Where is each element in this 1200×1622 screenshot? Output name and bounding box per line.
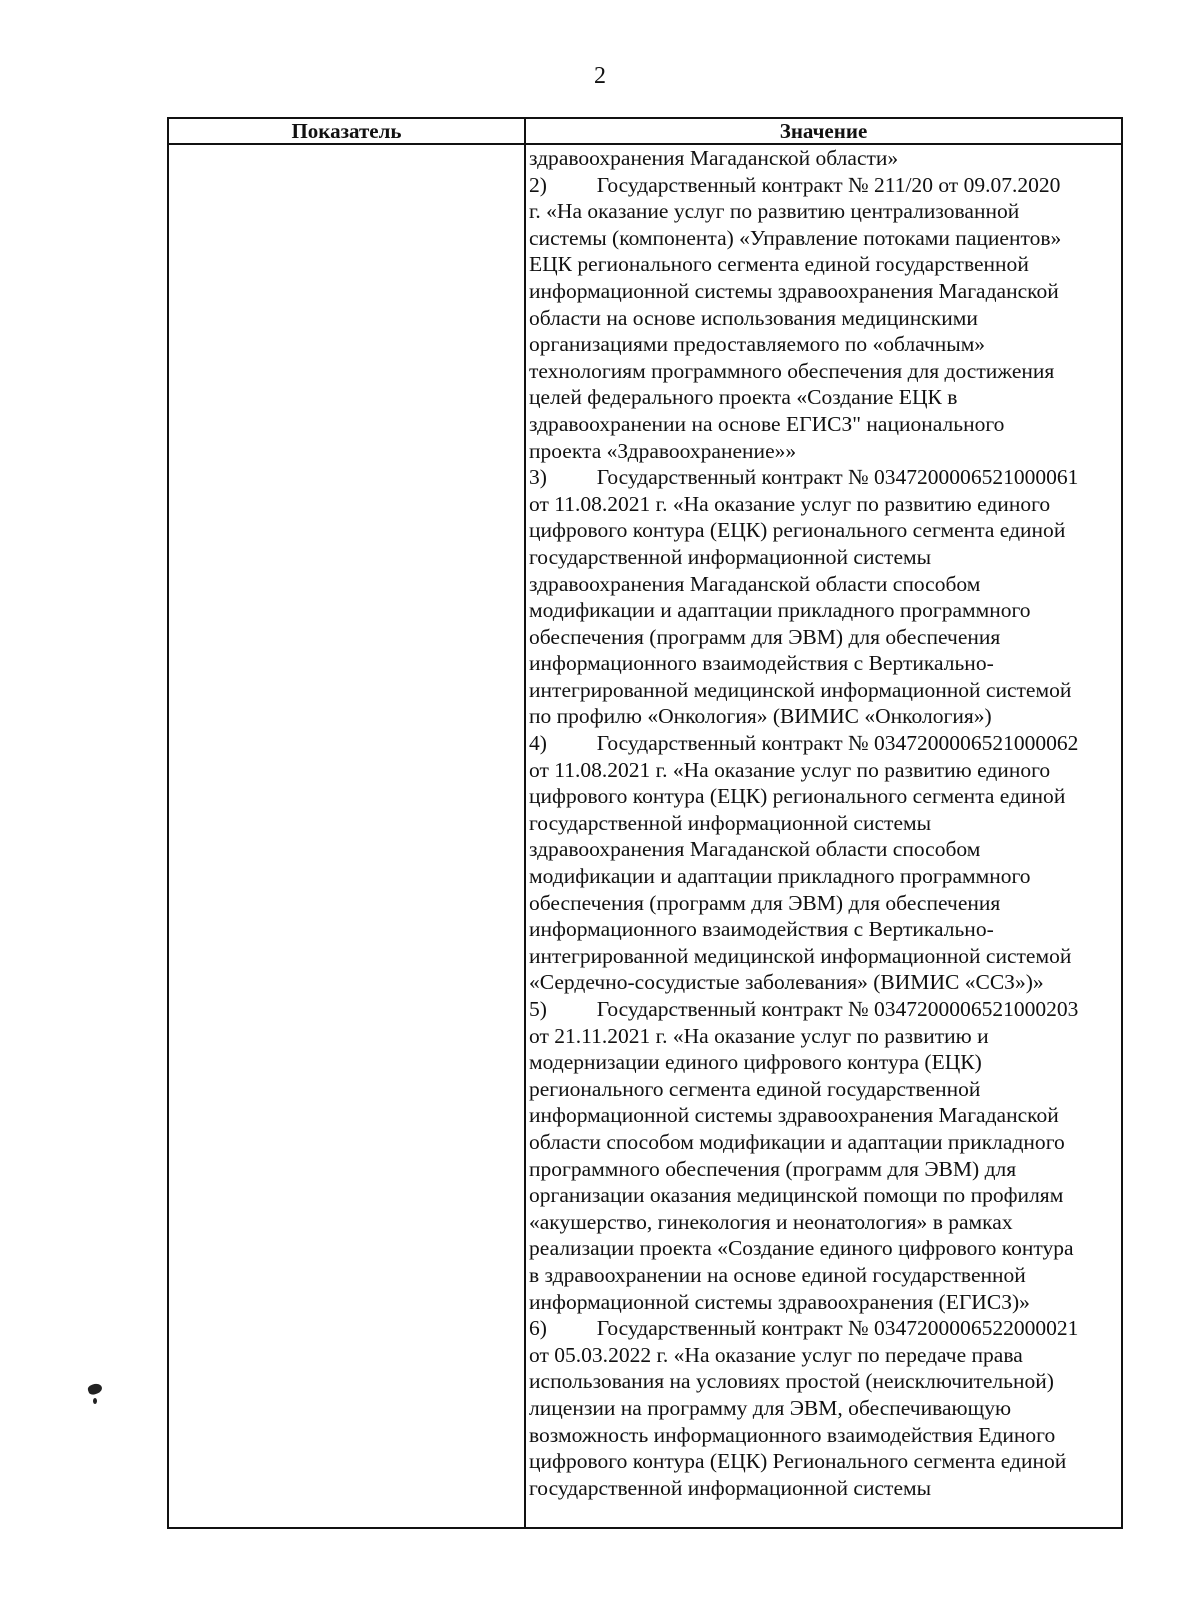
line-text: информационного взаимодействия с Вертикально- bbox=[529, 651, 994, 676]
value-line bbox=[529, 305, 1117, 332]
value-line bbox=[529, 624, 1117, 651]
value-line bbox=[529, 517, 1117, 544]
line-text: использования на условиях простой (неисключительной) bbox=[529, 1369, 1054, 1394]
value-line bbox=[529, 810, 1117, 837]
line-text: «Сердечно-сосудистые заболевания» (ВИМИС «ССЗ»)» bbox=[529, 970, 1044, 995]
line-text: цифрового контура (ЕЦК) регионального сегмента единой bbox=[529, 518, 1066, 543]
value-line bbox=[529, 1129, 1117, 1156]
line-text: Государственный контракт № 0347200006521000203 bbox=[596, 997, 1079, 1021]
line-text: здравоохранения Магаданской области способом bbox=[529, 571, 981, 596]
line-text: цифрового контура (ЕЦК) Регионального сегмента единой bbox=[529, 1449, 1067, 1474]
line-text: области способом модификации и адаптации прикладного bbox=[529, 1129, 1065, 1154]
line-text: возможность информационного взаимодействия Единого bbox=[529, 1422, 1056, 1447]
line-text: организациями предоставляемого по «облачным» bbox=[529, 332, 986, 357]
line-text: информационной системы здравоохранения Магаданской bbox=[529, 278, 1059, 303]
value-line bbox=[529, 783, 1117, 810]
line-text: г. «На оказание услуг по развитию централизованной bbox=[529, 199, 1020, 224]
line-text: здравоохранении на основе ЕГИСЗ" национального bbox=[529, 411, 1005, 436]
value-line bbox=[529, 1209, 1117, 1236]
value-line bbox=[529, 836, 1117, 863]
value-line bbox=[529, 757, 1117, 784]
value-line bbox=[529, 225, 1117, 252]
value-line bbox=[529, 863, 1117, 890]
line-text: системы (компонента) «Управление потоками пациентов» bbox=[529, 225, 1062, 250]
column-divider bbox=[524, 119, 526, 1527]
indicator-table bbox=[167, 117, 1123, 1529]
line-text: государственной информационной системы bbox=[529, 1475, 932, 1500]
line-text: информационной системы здравоохранения (ЕГИСЗ)» bbox=[529, 1289, 1030, 1314]
value-line bbox=[529, 172, 1117, 199]
list-number: 3) bbox=[529, 465, 547, 490]
value-line bbox=[529, 1289, 1117, 1316]
line-text: здравоохранения Магаданской области» bbox=[529, 146, 899, 170]
value-line bbox=[529, 491, 1117, 518]
value-line bbox=[529, 996, 1117, 1023]
line-text: от 11.08.2021 г. «На оказание услуг по развитию единого bbox=[529, 757, 1051, 782]
value-line bbox=[529, 677, 1117, 704]
value-line bbox=[529, 916, 1117, 943]
line-text: «акушерство, гинекология и неонатология» в рамках bbox=[529, 1209, 1013, 1234]
list-number: 5) bbox=[529, 997, 547, 1021]
list-number: 6) bbox=[529, 1316, 547, 1341]
value-line bbox=[529, 1422, 1117, 1449]
line-text: интегрированной медицинской информационной системой bbox=[529, 943, 1072, 968]
line-text: целей федерального проекта «Создание ЕЦК в bbox=[529, 385, 958, 410]
page-number: 2 bbox=[594, 63, 606, 89]
value-line bbox=[529, 251, 1117, 278]
header-value: Значение bbox=[779, 119, 868, 143]
line-text: информационной системы здравоохранения Магаданской bbox=[529, 1103, 1059, 1128]
value-line bbox=[529, 1076, 1117, 1103]
line-text: от 11.08.2021 г. «На оказание услуг по развитию единого bbox=[529, 491, 1051, 516]
value-line bbox=[529, 1342, 1117, 1369]
line-text: модификации и адаптации прикладного программного bbox=[529, 598, 1031, 623]
line-text: проекта «Здравоохранение»» bbox=[529, 438, 797, 463]
value-line bbox=[529, 1475, 1117, 1502]
value-line bbox=[529, 943, 1117, 970]
line-text: информационного взаимодействия с Вертикально- bbox=[529, 917, 994, 942]
line-text: от 21.11.2021 г. «На оказание услуг по развитию и bbox=[529, 1023, 989, 1048]
value-line bbox=[529, 464, 1117, 491]
value-line bbox=[529, 890, 1117, 917]
value-line bbox=[529, 1315, 1117, 1342]
line-text: государственной информационной системы bbox=[529, 810, 932, 835]
line-text: цифрового контура (ЕЦК) регионального сегмента единой bbox=[529, 784, 1066, 809]
line-text: организации оказания медицинской помощи по профилям bbox=[529, 1183, 1064, 1208]
value-line bbox=[529, 703, 1117, 730]
value-line bbox=[529, 358, 1117, 385]
value-line bbox=[529, 730, 1117, 757]
value-line bbox=[529, 969, 1117, 996]
value-line bbox=[529, 198, 1117, 225]
value-line bbox=[529, 1182, 1117, 1209]
value-cell-text bbox=[529, 145, 1119, 1501]
line-text: Государственный контракт № 0347200006522000021 bbox=[596, 1316, 1079, 1341]
scan-speck-small bbox=[93, 1398, 97, 1404]
value-line bbox=[529, 650, 1117, 677]
value-line bbox=[529, 384, 1117, 411]
line-text: Государственный контракт № 0347200006521000061 bbox=[596, 465, 1079, 490]
line-text: модификации и адаптации прикладного программного bbox=[529, 864, 1031, 889]
line-text: государственной информационной системы bbox=[529, 544, 932, 569]
line-text: регионального сегмента единой государственной bbox=[529, 1076, 981, 1101]
value-line bbox=[529, 1102, 1117, 1129]
line-text: Государственный контракт № 211/20 от 09.07.2020 bbox=[596, 172, 1061, 197]
value-line bbox=[529, 1262, 1117, 1289]
line-text: интегрированной медицинской информационной системой bbox=[529, 677, 1072, 702]
list-number: 4) bbox=[529, 731, 547, 756]
line-text: программного обеспечения (программ для ЭВМ) для bbox=[529, 1156, 1017, 1181]
value-line bbox=[529, 571, 1117, 598]
scan-speck bbox=[87, 1382, 104, 1396]
line-text: модернизации единого цифрового контура (ЕЦК) bbox=[529, 1050, 982, 1075]
value-line bbox=[529, 597, 1117, 624]
value-line bbox=[529, 145, 1117, 172]
value-line bbox=[529, 438, 1117, 465]
value-line bbox=[529, 544, 1117, 571]
line-text: области на основе использования медицинскими bbox=[529, 305, 978, 330]
value-line bbox=[529, 1049, 1117, 1076]
value-line bbox=[529, 411, 1117, 438]
line-text: здравоохранения Магаданской области способом bbox=[529, 837, 981, 862]
value-line bbox=[529, 1156, 1117, 1183]
table-header-row bbox=[169, 119, 1121, 145]
value-line bbox=[529, 1368, 1117, 1395]
value-line bbox=[529, 1395, 1117, 1422]
line-text: реализации проекта «Создание единого цифрового контура bbox=[529, 1236, 1074, 1261]
list-number: 2) bbox=[529, 172, 547, 197]
value-line bbox=[529, 278, 1117, 305]
value-line bbox=[529, 1235, 1117, 1262]
line-text: лицензии на программу для ЭВМ, обеспечивающую bbox=[529, 1395, 1012, 1420]
line-text: ЕЦК регионального сегмента единой государственной bbox=[529, 252, 1029, 277]
line-text: технологиям программного обеспечения для достижения bbox=[529, 358, 1055, 383]
value-line bbox=[529, 1023, 1117, 1050]
header-indicator: Показатель bbox=[291, 119, 402, 143]
line-text: Государственный контракт № 0347200006521000062 bbox=[596, 731, 1079, 756]
line-text: от 05.03.2022 г. «На оказание услуг по передаче права bbox=[529, 1342, 1023, 1367]
line-text: обеспечения (программ для ЭВМ) для обеспечения bbox=[529, 624, 1001, 649]
value-line bbox=[529, 331, 1117, 358]
line-text: обеспечения (программ для ЭВМ) для обеспечения bbox=[529, 890, 1001, 915]
value-line bbox=[529, 1448, 1117, 1475]
line-text: по профилю «Онкология» (ВИМИС «Онкология») bbox=[529, 704, 992, 729]
line-text: в здравоохранении на основе единой государственной bbox=[529, 1262, 1026, 1287]
